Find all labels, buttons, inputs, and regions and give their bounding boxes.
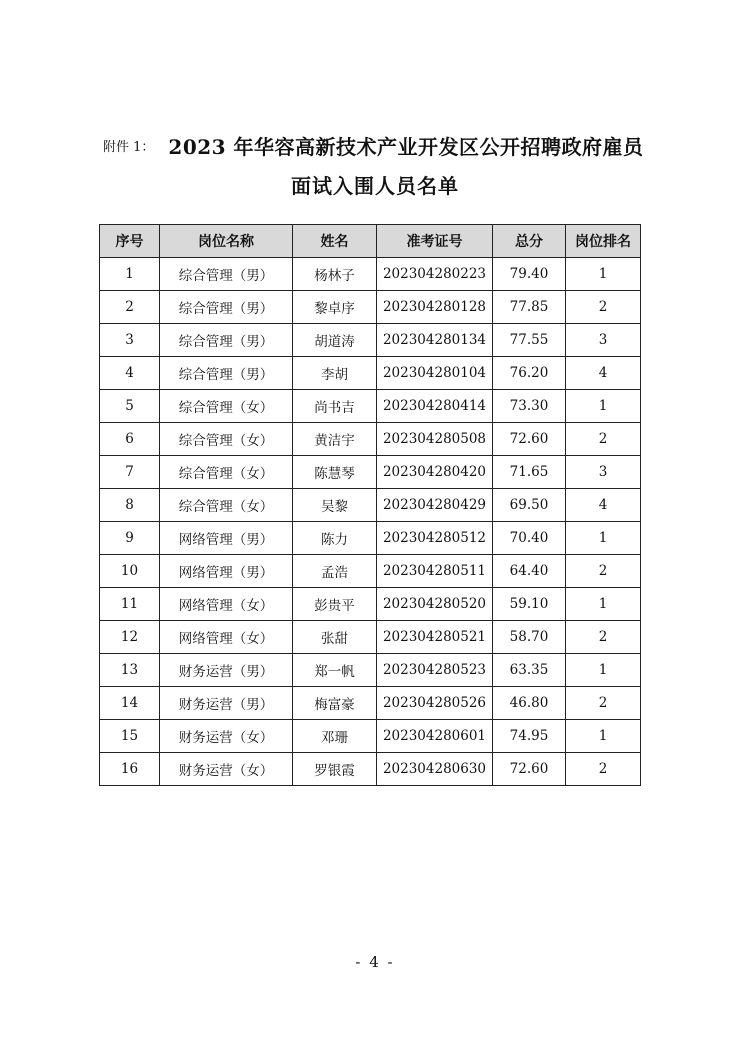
cell-position: 综合管理（男）: [160, 258, 293, 291]
cell-exam-id: 202304280414: [377, 390, 493, 423]
cell-score: 46.80: [493, 687, 566, 720]
cell-rank: 1: [566, 720, 641, 753]
cell-score: 72.60: [493, 753, 566, 786]
cell-position: 综合管理（男）: [160, 291, 293, 324]
cell-index: 11: [100, 588, 160, 621]
cell-name: 胡道涛: [293, 324, 377, 357]
table-row: [100, 654, 641, 687]
cell-exam-id: 202304280520: [377, 588, 493, 621]
cell-index: 10: [100, 555, 160, 588]
cell-name: 黄洁宇: [293, 423, 377, 456]
document-title: 2023 年华容高新技术产业开发区公开招聘政府雇员: [168, 135, 644, 159]
cell-position: 综合管理（男）: [160, 324, 293, 357]
cell-index: 3: [100, 324, 160, 357]
cell-exam-id: 202304280511: [377, 555, 493, 588]
cell-rank: 2: [566, 423, 641, 456]
cell-rank: 3: [566, 456, 641, 489]
cell-exam-id: 202304280429: [377, 489, 493, 522]
cell-position: 综合管理（女）: [160, 390, 293, 423]
cell-position: 综合管理（女）: [160, 456, 293, 489]
cell-position: 财务运营（女）: [160, 753, 293, 786]
cell-position: 网络管理（女）: [160, 588, 293, 621]
table-row: [100, 555, 641, 588]
cell-rank: 2: [566, 687, 641, 720]
cell-exam-id: 202304280521: [377, 621, 493, 654]
page-number: - 4 -: [355, 953, 395, 971]
cell-name: 陈力: [293, 522, 377, 555]
cell-name: 郑一帆: [293, 654, 377, 687]
cell-rank: 2: [566, 753, 641, 786]
cell-position: 综合管理（女）: [160, 489, 293, 522]
cell-score: 77.85: [493, 291, 566, 324]
cell-exam-id: 202304280601: [377, 720, 493, 753]
header-index: 序号: [100, 225, 160, 258]
table-row: [100, 588, 641, 621]
cell-position: 财务运营（男）: [160, 687, 293, 720]
cell-rank: 2: [566, 555, 641, 588]
cell-index: 15: [100, 720, 160, 753]
document-subtitle: 面试入围人员名单: [291, 174, 459, 198]
cell-index: 2: [100, 291, 160, 324]
cell-score: 72.60: [493, 423, 566, 456]
cell-index: 9: [100, 522, 160, 555]
cell-name: 张甜: [293, 621, 377, 654]
cell-score: 69.50: [493, 489, 566, 522]
cell-index: 12: [100, 621, 160, 654]
table-row: [100, 456, 641, 489]
cell-name: 梅富豪: [293, 687, 377, 720]
cell-rank: 4: [566, 357, 641, 390]
cell-index: 8: [100, 489, 160, 522]
cell-rank: 4: [566, 489, 641, 522]
table-row: [100, 522, 641, 555]
cell-name: 邓珊: [293, 720, 377, 753]
cell-name: 黎卓序: [293, 291, 377, 324]
cell-exam-id: 202304280512: [377, 522, 493, 555]
cell-position: 财务运营（女）: [160, 720, 293, 753]
cell-exam-id: 202304280508: [377, 423, 493, 456]
cell-rank: 1: [566, 522, 641, 555]
cell-rank: 2: [566, 291, 641, 324]
header-name: 姓名: [293, 225, 377, 258]
cell-index: 7: [100, 456, 160, 489]
cell-rank: 3: [566, 324, 641, 357]
table-row: [100, 357, 641, 390]
header-score: 总分: [493, 225, 566, 258]
header-exam-id: 准考证号: [377, 225, 493, 258]
cell-position: 财务运营（男）: [160, 654, 293, 687]
cell-position: 网络管理（男）: [160, 555, 293, 588]
cell-name: 李胡: [293, 357, 377, 390]
table-row: [100, 720, 641, 753]
cell-index: 14: [100, 687, 160, 720]
cell-rank: 1: [566, 654, 641, 687]
cell-name: 孟浩: [293, 555, 377, 588]
cell-position: 网络管理（女）: [160, 621, 293, 654]
cell-index: 1: [100, 258, 160, 291]
cell-name: 吴黎: [293, 489, 377, 522]
cell-exam-id: 202304280223: [377, 258, 493, 291]
table-row: [100, 423, 641, 456]
cell-exam-id: 202304280523: [377, 654, 493, 687]
cell-rank: 1: [566, 588, 641, 621]
cell-index: 6: [100, 423, 160, 456]
cell-rank: 1: [566, 258, 641, 291]
cell-rank: 1: [566, 390, 641, 423]
table-row: [100, 324, 641, 357]
cell-name: 陈慧琴: [293, 456, 377, 489]
cell-score: 77.55: [493, 324, 566, 357]
table-row: [100, 390, 641, 423]
cell-name: 杨林子: [293, 258, 377, 291]
cell-position: 网络管理（男）: [160, 522, 293, 555]
table-row: [100, 489, 641, 522]
cell-position: 综合管理（男）: [160, 357, 293, 390]
table-row: [100, 687, 641, 720]
table-row: [100, 753, 641, 786]
header-position: 岗位名称: [160, 225, 293, 258]
cell-rank: 2: [566, 621, 641, 654]
cell-exam-id: 202304280630: [377, 753, 493, 786]
cell-exam-id: 202304280104: [377, 357, 493, 390]
cell-exam-id: 202304280134: [377, 324, 493, 357]
cell-score: 74.95: [493, 720, 566, 753]
cell-score: 79.40: [493, 258, 566, 291]
cell-score: 58.70: [493, 621, 566, 654]
cell-score: 59.10: [493, 588, 566, 621]
table-row: [100, 621, 641, 654]
table-row: [100, 258, 641, 291]
cell-score: 70.40: [493, 522, 566, 555]
cell-position: 综合管理（女）: [160, 423, 293, 456]
cell-score: 71.65: [493, 456, 566, 489]
cell-exam-id: 202304280128: [377, 291, 493, 324]
header-rank: 岗位排名: [566, 225, 641, 258]
cell-index: 5: [100, 390, 160, 423]
cell-score: 63.35: [493, 654, 566, 687]
table-header-row: [100, 225, 641, 258]
table-row: [100, 291, 641, 324]
cell-score: 76.20: [493, 357, 566, 390]
cell-index: 4: [100, 357, 160, 390]
cell-index: 13: [100, 654, 160, 687]
title-line-1: [103, 131, 663, 161]
cell-score: 64.40: [493, 555, 566, 588]
cell-index: 16: [100, 753, 160, 786]
candidate-table: [99, 224, 641, 786]
cell-name: 彭贵平: [293, 588, 377, 621]
cell-score: 73.30: [493, 390, 566, 423]
table-body: [100, 258, 641, 786]
cell-exam-id: 202304280526: [377, 687, 493, 720]
cell-exam-id: 202304280420: [377, 456, 493, 489]
attachment-label: 附件 1：: [103, 140, 155, 155]
cell-name: 罗银霞: [293, 753, 377, 786]
cell-name: 尚书吉: [293, 390, 377, 423]
